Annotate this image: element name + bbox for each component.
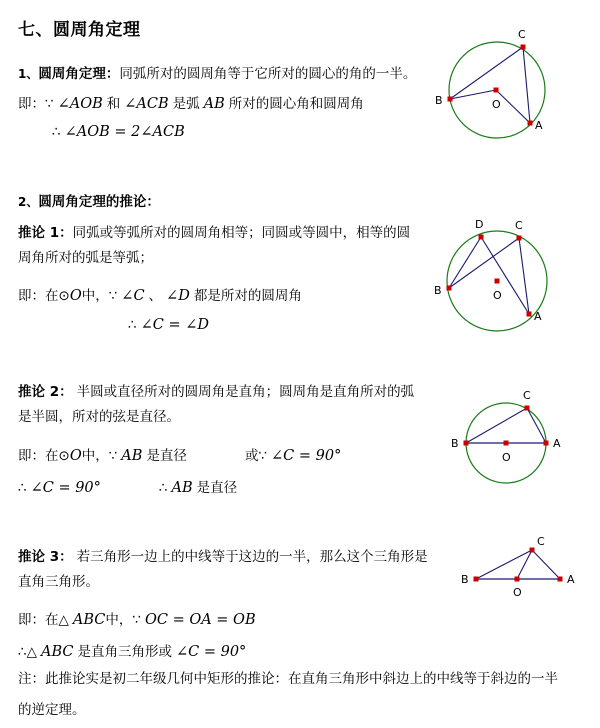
corollary2-text-line1: 半圆或直径所对的圆周角是直角；圆周角是直角所对的弧 — [76, 384, 415, 400]
theorem-heading-row — [18, 62, 416, 82]
c1-separator: 、 — [148, 288, 163, 304]
c2-alt-equation: ∠C = 90° — [271, 448, 342, 464]
corollaries-heading-row — [18, 190, 160, 210]
label-b: B — [451, 437, 459, 450]
inscribed-angle-figure — [430, 25, 590, 170]
label-b: B — [434, 284, 442, 297]
c2-given-tail: 是直径 — [146, 448, 187, 464]
c1-therefore-symbol: ∴ — [128, 317, 137, 333]
corollary1-text-line2: 周角所对的弧是等弧； — [18, 250, 153, 266]
equal-inscribed-angles-figure — [430, 215, 590, 340]
point-c — [525, 406, 530, 411]
corollary3-note-line2: 的逆定理。 — [18, 702, 86, 718]
label-c: C — [523, 389, 531, 402]
c3-therefore-symbol: ∴ — [18, 644, 27, 660]
corollary1-conclusion-row — [128, 317, 209, 333]
label-c: C — [537, 535, 545, 548]
theorem-given-row — [18, 92, 364, 112]
label-o: O — [502, 451, 511, 464]
point-c — [521, 45, 526, 50]
corollary2-text-line2: 是半圆，所对的弦是直径。 — [18, 409, 180, 425]
segment-bc — [450, 47, 523, 99]
c3-because-symbol: ∵ — [132, 612, 141, 628]
label-o: O — [513, 586, 522, 599]
corollary1-row — [18, 221, 410, 241]
c2-because-symbol: ∵ — [108, 448, 118, 464]
therefore-symbol: ∴ — [52, 124, 61, 140]
segment-ca — [532, 550, 560, 579]
angle-aob: ∠AOB — [57, 96, 103, 112]
corollary2-conclusion-row — [18, 476, 237, 496]
point-o — [495, 279, 500, 284]
theorem-conclusion-row — [52, 124, 185, 140]
point-b — [474, 577, 479, 582]
given-prefix: 即： — [18, 96, 45, 112]
point-a — [558, 577, 563, 582]
segment-ca — [519, 238, 529, 314]
c2-given-mid: 中， — [81, 448, 109, 464]
c1-angle-c: ∠C — [121, 288, 145, 304]
point-o — [504, 441, 509, 446]
point-a — [528, 121, 533, 126]
segment-oa — [496, 90, 530, 123]
conj-he: 和 — [106, 96, 121, 112]
corollary1-label: 推论 1： — [18, 225, 73, 241]
corollary1-given-row — [18, 284, 302, 304]
diameter-right-angle-figure — [445, 390, 595, 495]
point-c — [517, 236, 522, 241]
corollary2-row — [18, 380, 414, 400]
corollary3-label: 推论 3： — [18, 549, 73, 565]
c2-alt-prefix: 或 — [244, 448, 259, 464]
corollary1-text-line1: 同弧或等弧所对的圆周角相等；同圆或等圆中，相等的圆 — [72, 225, 411, 241]
label-a: A — [534, 310, 542, 323]
c2-therefore-symbol: ∴ — [18, 480, 27, 496]
label-a: A — [553, 437, 561, 450]
angle-acb: ∠ACB — [124, 96, 169, 112]
c3-triangle-abc: ABC — [72, 612, 106, 628]
corollary3-given-row — [18, 608, 256, 628]
c1-given-tail: 都是所对的圆周角 — [193, 288, 302, 304]
corollary3-conclusion-row — [18, 640, 246, 660]
corollary2-given-row — [18, 444, 341, 464]
c2-circle-o: O — [69, 448, 82, 464]
segment-ca — [527, 408, 546, 443]
point-b — [448, 97, 453, 102]
point-a — [544, 441, 549, 446]
label-o: O — [493, 289, 502, 302]
point-b — [464, 441, 469, 446]
segment-bd — [449, 237, 481, 288]
theorem-statement: 同弧所对的圆周角等于它所对的圆心的角的一半。 — [119, 66, 417, 82]
c1-because-symbol: ∵ — [108, 288, 118, 304]
corollaries-heading: 圆周角定理的推论： — [38, 194, 160, 210]
c1-circle-o: O — [69, 288, 82, 304]
arc-ab: AB — [203, 96, 225, 112]
point-c — [530, 548, 535, 553]
c2-equation: ∠C = 90° — [30, 480, 101, 496]
theorem-number: 1、 — [18, 67, 39, 81]
c2-segment-ab-2: AB — [171, 480, 193, 496]
label-c: C — [518, 28, 526, 41]
c1-angle-d: ∠D — [166, 288, 190, 304]
c1-equation: ∠C = ∠D — [140, 317, 209, 333]
c3-equation: OC = OA = OB — [144, 612, 256, 628]
point-d — [479, 235, 484, 240]
label-o: O — [492, 98, 501, 111]
label-a: A — [567, 573, 575, 586]
c3-triangle-symbol: △ — [26, 644, 37, 660]
segment-bc — [476, 550, 532, 579]
given-tail: 所对的圆心角和圆周角 — [228, 96, 364, 112]
point-o — [515, 577, 520, 582]
c3-given-mid: 中， — [105, 612, 133, 628]
segment-ca — [523, 47, 530, 123]
page-title: 七、圆周角定理 — [18, 20, 141, 40]
corollary3-note-line1: 注：此推论实是初二年级几何中矩形的推论：在直角三角形中斜边上的中线等于斜边的一半 — [18, 671, 558, 687]
because-symbol: ∵ — [45, 96, 54, 112]
c2-given-prefix: 即：在⊙ — [18, 448, 70, 464]
point-o — [494, 88, 499, 93]
median-right-triangle-figure — [455, 535, 595, 599]
corollary3-text-line2: 直角三角形。 — [18, 574, 99, 590]
c3-given-prefix: 即：在△ — [18, 612, 69, 628]
label-b: B — [435, 94, 443, 107]
c1-given-mid: 中， — [81, 288, 109, 304]
c2-concl2-tail: 是直径 — [196, 480, 238, 496]
corollaries-number: 2、 — [18, 195, 39, 209]
point-b — [447, 286, 452, 291]
c3-concl-equation: ∠C = 90° — [175, 644, 247, 660]
c2-alt-because-symbol: ∵ — [258, 448, 268, 464]
point-a — [527, 312, 532, 317]
label-d: D — [475, 218, 484, 231]
label-a: A — [535, 119, 543, 132]
theorem-equation: ∠AOB = 2∠ACB — [64, 124, 185, 140]
corollary3-row — [18, 545, 428, 565]
label-b: B — [461, 573, 469, 586]
label-c: C — [515, 219, 523, 232]
corollary3-text-line1: 若三角形一边上的中线等于这边的一半，那么这个三角形是 — [76, 549, 428, 565]
c3-abc: ABC — [40, 644, 74, 660]
c3-concl-mid: 是直角三角形或 — [77, 644, 172, 660]
segment-bc — [466, 408, 527, 443]
c1-given-prefix: 即：在⊙ — [18, 288, 70, 304]
theorem-heading: 圆周角定理： — [38, 66, 120, 82]
corollary2-label: 推论 2： — [18, 384, 73, 400]
c2-segment-ab: AB — [121, 448, 143, 464]
c2-therefore2-symbol: ∴ — [158, 480, 168, 496]
arc-word: 是弧 — [172, 96, 200, 112]
